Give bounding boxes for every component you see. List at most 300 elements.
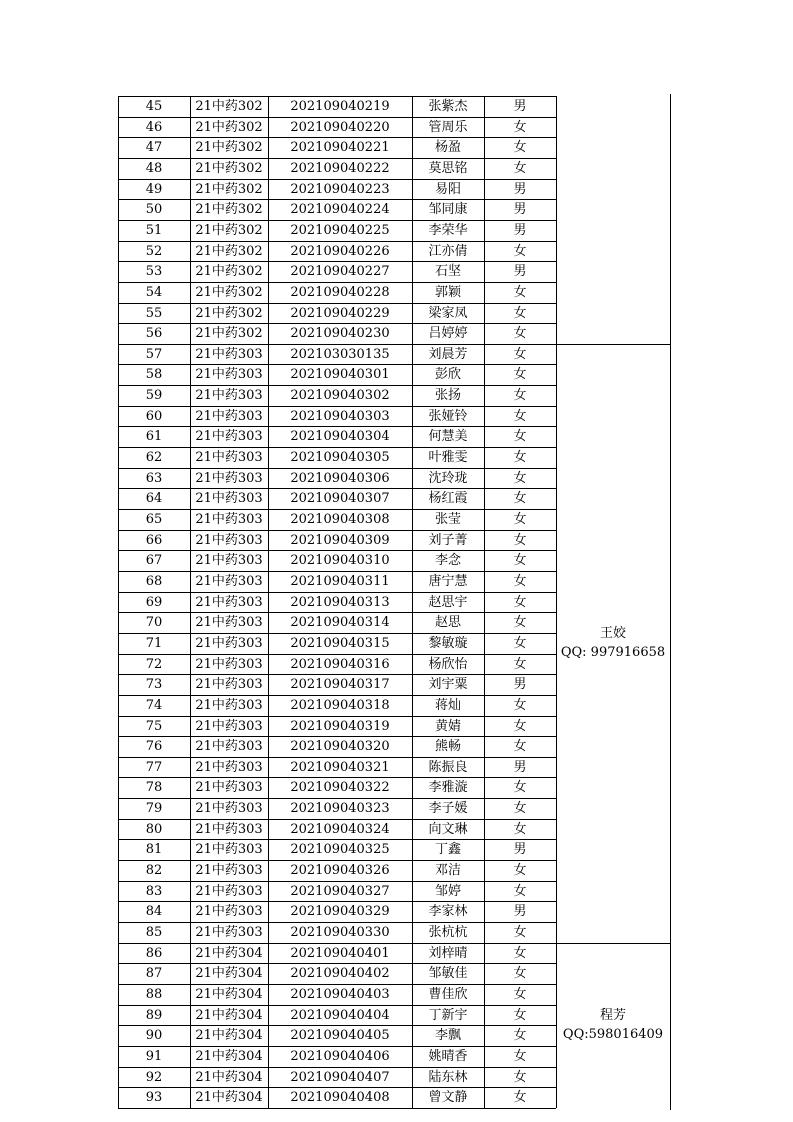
class-name-cell: 21中药303 xyxy=(195,801,263,817)
student-name-cell: 石坚 xyxy=(434,264,461,280)
row-number-cell: 60 xyxy=(145,408,163,424)
table-row xyxy=(118,303,556,324)
student-id-cell: 202109040401 xyxy=(290,945,390,961)
table-row xyxy=(118,798,556,819)
grid-hline xyxy=(118,1108,556,1109)
class-name-cell: 21中药303 xyxy=(195,450,263,466)
class-name-cell: 21中药302 xyxy=(195,222,263,238)
grid-hline xyxy=(118,488,556,489)
table-row xyxy=(118,96,556,117)
gender-cell: 女 xyxy=(513,243,527,259)
grid-hline xyxy=(118,406,556,407)
table-row xyxy=(118,158,556,179)
class-name-cell: 21中药302 xyxy=(195,99,263,114)
student-id-cell: 202109040324 xyxy=(290,821,390,837)
gender-cell: 女 xyxy=(513,140,527,156)
class-name-cell: 21中药303 xyxy=(195,470,263,486)
grid-vline xyxy=(118,96,119,1108)
grid-hline xyxy=(118,241,556,242)
class-name-cell: 21中药303 xyxy=(195,739,263,755)
contact-name: 王姣 xyxy=(599,626,626,642)
row-number-cell: 62 xyxy=(145,450,163,466)
row-number-cell: 50 xyxy=(145,202,163,218)
gender-cell: 女 xyxy=(513,945,527,961)
row-number-cell: 56 xyxy=(145,326,163,342)
row-number-cell: 53 xyxy=(145,264,163,280)
student-id-cell: 202109040314 xyxy=(290,615,390,631)
gender-cell: 女 xyxy=(513,408,527,424)
table-row xyxy=(118,901,556,922)
class-name-cell: 21中药302 xyxy=(195,181,263,197)
table-row xyxy=(118,674,556,695)
student-name-cell: 黄婧 xyxy=(434,718,461,734)
student-name-cell: 赵思宇 xyxy=(428,594,468,610)
row-number-cell: 75 xyxy=(145,718,163,734)
student-name-cell: 邹婷 xyxy=(434,883,461,899)
class-name-cell: 21中药304 xyxy=(195,945,263,961)
gender-cell: 男 xyxy=(513,759,527,775)
table-row xyxy=(118,426,556,447)
table-row xyxy=(118,633,556,654)
row-number-cell: 76 xyxy=(145,739,163,755)
grid-hline xyxy=(118,633,556,634)
gender-cell: 男 xyxy=(513,202,527,218)
class-name-cell: 21中药302 xyxy=(195,202,263,218)
gender-cell: 女 xyxy=(513,1028,527,1044)
student-id-cell: 202109040408 xyxy=(290,1090,390,1106)
grid-hline xyxy=(118,819,556,820)
gender-cell: 女 xyxy=(513,594,527,610)
student-name-cell: 黎敏璇 xyxy=(428,635,468,651)
table-row xyxy=(118,261,556,282)
class-name-cell: 21中药304 xyxy=(195,986,263,1002)
grid-hline xyxy=(118,674,556,675)
class-name-cell: 21中药302 xyxy=(195,119,263,135)
class-name-cell: 21中药304 xyxy=(195,1028,263,1044)
class-name-cell: 21中药303 xyxy=(195,863,263,879)
table-row xyxy=(118,468,556,489)
grid-hline xyxy=(118,592,556,593)
table-row xyxy=(118,1067,556,1088)
class-name-cell: 21中药303 xyxy=(195,677,263,693)
row-number-cell: 90 xyxy=(145,1028,163,1044)
gender-cell: 女 xyxy=(513,635,527,651)
row-number-cell: 65 xyxy=(145,512,163,527)
row-number-cell: 89 xyxy=(145,1007,163,1023)
student-name-cell: 丁新宇 xyxy=(428,1007,468,1023)
row-number-cell: 59 xyxy=(145,388,163,404)
class-name-cell: 21中药302 xyxy=(195,140,263,156)
row-number-cell: 74 xyxy=(145,697,163,713)
student-id-cell: 202109040316 xyxy=(290,656,390,672)
student-id-cell: 202109040403 xyxy=(290,986,390,1002)
student-id-cell: 202109040306 xyxy=(290,470,390,486)
gender-cell: 男 xyxy=(513,181,527,197)
class-name-cell: 21中药302 xyxy=(195,326,263,342)
class-name-cell: 21中药303 xyxy=(195,925,263,940)
table-row xyxy=(118,963,556,984)
grid-hline xyxy=(118,777,556,778)
student-id-cell: 202109040222 xyxy=(290,160,390,176)
gender-cell: 女 xyxy=(513,305,527,321)
student-name-cell: 曾文静 xyxy=(428,1090,468,1106)
grid-hline xyxy=(118,96,556,97)
grid-hline xyxy=(118,901,556,902)
table-row xyxy=(118,241,556,262)
gender-cell: 女 xyxy=(513,491,527,507)
grid-hline xyxy=(118,282,556,283)
student-name-cell: 刘子菁 xyxy=(428,532,468,548)
gender-cell: 女 xyxy=(513,532,527,548)
grid-hline xyxy=(118,426,556,427)
gender-cell: 女 xyxy=(513,429,527,445)
table-row xyxy=(118,323,556,344)
student-name-cell: 张娅铃 xyxy=(428,408,468,424)
student-id-cell: 202109040229 xyxy=(290,305,390,321)
table-row xyxy=(118,447,556,468)
grid-vline xyxy=(190,96,191,1108)
class-name-cell: 21中药303 xyxy=(195,821,263,837)
grid-hline xyxy=(118,261,556,262)
table-row xyxy=(118,839,556,860)
student-id-cell: 202109040227 xyxy=(290,264,390,280)
table-row xyxy=(118,1087,556,1108)
grid-hline xyxy=(118,716,556,717)
class-name-cell: 21中药303 xyxy=(195,388,263,404)
grid-hline xyxy=(118,117,556,118)
student-name-cell: 管周乐 xyxy=(428,119,468,135)
student-id-cell: 202109040407 xyxy=(290,1069,390,1085)
gender-cell: 男 xyxy=(513,264,527,280)
student-id-cell: 202109040309 xyxy=(290,532,390,548)
row-number-cell: 79 xyxy=(145,801,163,817)
table-row xyxy=(118,179,556,200)
grid-hline xyxy=(118,385,556,386)
student-id-cell: 202109040405 xyxy=(290,1028,390,1044)
gender-cell: 女 xyxy=(513,346,527,362)
row-number-cell: 47 xyxy=(145,140,163,156)
grid-hline xyxy=(118,654,556,655)
student-name-cell: 刘晨芳 xyxy=(428,346,468,362)
table-row xyxy=(118,860,556,881)
grid-hline xyxy=(118,303,556,304)
grid-hline xyxy=(118,943,556,944)
table-row xyxy=(118,199,556,220)
grid-hline xyxy=(118,323,556,324)
grid-hline xyxy=(118,1005,556,1006)
student-name-cell: 吕婷婷 xyxy=(428,326,468,342)
row-number-cell: 45 xyxy=(145,99,163,114)
gender-cell: 女 xyxy=(513,697,527,713)
student-name-cell: 陆东林 xyxy=(428,1069,468,1085)
grid-hline xyxy=(118,199,556,200)
row-number-cell: 86 xyxy=(145,945,163,961)
row-number-cell: 92 xyxy=(145,1069,163,1085)
gender-cell: 女 xyxy=(513,863,527,879)
table-row xyxy=(118,488,556,509)
class-name-cell: 21中药304 xyxy=(195,1007,263,1023)
grid-hline xyxy=(118,530,556,531)
student-name-cell: 杨盈 xyxy=(434,140,461,156)
row-number-cell: 61 xyxy=(145,429,163,445)
contact-qq: QQ:598016409 xyxy=(562,1027,664,1043)
contact-name: 程芳 xyxy=(599,1008,626,1024)
student-name-cell: 唐宁慧 xyxy=(428,573,468,589)
student-id-cell: 202109040402 xyxy=(290,966,390,982)
gender-cell: 女 xyxy=(513,718,527,734)
table-row xyxy=(118,922,556,943)
group-separator xyxy=(556,344,670,345)
grid-hline xyxy=(118,963,556,964)
gender-cell: 女 xyxy=(513,821,527,837)
gender-cell: 女 xyxy=(513,573,527,589)
row-number-cell: 80 xyxy=(145,821,163,837)
table-row xyxy=(118,819,556,840)
grid-hline xyxy=(118,220,556,221)
student-id-cell: 202109040226 xyxy=(290,243,390,259)
row-number-cell: 78 xyxy=(145,780,163,796)
row-number-cell: 77 xyxy=(145,759,163,775)
table-row xyxy=(118,344,556,365)
gender-cell: 女 xyxy=(513,326,527,342)
student-id-cell: 202109040302 xyxy=(290,388,390,404)
page-border-right xyxy=(670,94,671,1110)
class-name-cell: 21中药304 xyxy=(195,1090,263,1106)
table-row xyxy=(118,571,556,592)
student-id-cell: 202109040323 xyxy=(290,801,390,817)
class-name-cell: 21中药303 xyxy=(195,532,263,548)
row-number-cell: 64 xyxy=(145,491,163,507)
student-name-cell: 梁家凤 xyxy=(428,305,468,321)
table-row xyxy=(118,592,556,613)
student-id-cell: 202109040304 xyxy=(290,429,390,445)
grid-hline xyxy=(118,736,556,737)
class-name-cell: 21中药303 xyxy=(195,904,263,920)
student-name-cell: 李念 xyxy=(434,553,461,569)
gender-cell: 女 xyxy=(513,986,527,1002)
contact-group-cell xyxy=(556,1006,670,1044)
table-row xyxy=(118,137,556,158)
class-name-cell: 21中药303 xyxy=(195,346,263,362)
row-number-cell: 54 xyxy=(145,284,163,300)
grid-hline xyxy=(118,509,556,510)
table-row xyxy=(118,757,556,778)
gender-cell: 女 xyxy=(513,780,527,796)
table-row xyxy=(118,612,556,633)
student-id-cell: 202109040327 xyxy=(290,883,390,899)
row-number-cell: 49 xyxy=(145,181,163,197)
student-name-cell: 沈玲珑 xyxy=(428,470,468,486)
student-name-cell: 刘宇粟 xyxy=(428,677,468,693)
student-id-cell: 202109040220 xyxy=(290,119,390,135)
student-name-cell: 李子媛 xyxy=(428,801,468,817)
table-row xyxy=(118,695,556,716)
table-row xyxy=(118,282,556,303)
student-id-cell: 202109040224 xyxy=(290,202,390,218)
student-name-cell: 曹佳欣 xyxy=(428,986,468,1002)
student-name-cell: 易阳 xyxy=(434,181,461,197)
class-name-cell: 21中药304 xyxy=(195,966,263,982)
row-number-cell: 91 xyxy=(145,1048,163,1064)
gender-cell: 女 xyxy=(513,883,527,899)
class-name-cell: 21中药302 xyxy=(195,160,263,176)
class-name-cell: 21中药304 xyxy=(195,1048,263,1064)
student-name-cell: 蒋灿 xyxy=(434,697,461,713)
gender-cell: 女 xyxy=(513,512,527,527)
contact-qq: QQ: 997916658 xyxy=(560,645,666,661)
student-name-cell: 李家林 xyxy=(428,904,468,920)
student-id-cell: 202109040311 xyxy=(290,573,390,589)
class-name-cell: 21中药303 xyxy=(195,594,263,610)
student-id-cell: 202109040308 xyxy=(290,512,390,527)
class-name-cell: 21中药303 xyxy=(195,635,263,651)
row-number-cell: 52 xyxy=(145,243,163,259)
class-name-cell: 21中药303 xyxy=(195,491,263,507)
gender-cell: 女 xyxy=(513,284,527,300)
grid-vline xyxy=(268,96,269,1108)
student-id-cell: 202109040329 xyxy=(290,904,390,920)
gender-cell: 女 xyxy=(513,966,527,982)
row-number-cell: 67 xyxy=(145,553,163,569)
student-name-cell: 李荣华 xyxy=(428,222,468,238)
gender-cell: 女 xyxy=(513,470,527,486)
row-number-cell: 72 xyxy=(145,656,163,672)
student-id-cell: 202109040310 xyxy=(290,553,390,569)
student-name-cell: 杨红霞 xyxy=(428,491,468,507)
gender-cell: 女 xyxy=(513,450,527,466)
student-name-cell: 邓洁 xyxy=(434,863,461,879)
gender-cell: 女 xyxy=(513,1069,527,1085)
student-name-cell: 赵思 xyxy=(434,615,461,631)
table-row xyxy=(118,364,556,385)
class-name-cell: 21中药303 xyxy=(195,553,263,569)
table-row xyxy=(118,1046,556,1067)
row-number-cell: 83 xyxy=(145,883,163,899)
row-number-cell: 71 xyxy=(145,635,163,651)
gender-cell: 女 xyxy=(513,615,527,631)
row-number-cell: 85 xyxy=(145,925,163,940)
row-number-cell: 66 xyxy=(145,532,163,548)
class-name-cell: 21中药303 xyxy=(195,697,263,713)
student-id-cell: 202109040225 xyxy=(290,222,390,238)
group-separator xyxy=(556,943,670,944)
grid-hline xyxy=(118,1067,556,1068)
table-row xyxy=(118,881,556,902)
class-name-cell: 21中药303 xyxy=(195,512,263,527)
row-number-cell: 68 xyxy=(145,573,163,589)
table-row xyxy=(118,654,556,675)
gender-cell: 男 xyxy=(513,222,527,238)
class-name-cell: 21中药303 xyxy=(195,656,263,672)
student-id-cell: 202109040313 xyxy=(290,594,390,610)
gender-cell: 女 xyxy=(513,801,527,817)
class-name-cell: 21中药303 xyxy=(195,759,263,775)
row-number-cell: 58 xyxy=(145,367,163,383)
grid-vline xyxy=(484,96,485,1108)
student-name-cell: 邹同康 xyxy=(428,202,468,218)
student-id-cell: 202109040303 xyxy=(290,408,390,424)
row-number-cell: 70 xyxy=(145,615,163,631)
gender-cell: 男 xyxy=(513,842,527,858)
grid-hline xyxy=(118,1046,556,1047)
gender-cell: 女 xyxy=(513,367,527,383)
student-id-cell: 202109040322 xyxy=(290,780,390,796)
student-name-cell: 李飘 xyxy=(434,1028,461,1044)
student-name-cell: 张杭杭 xyxy=(428,925,468,940)
grid-hline xyxy=(118,1025,556,1026)
student-id-cell: 202109040406 xyxy=(290,1048,390,1064)
gender-cell: 女 xyxy=(513,1048,527,1064)
class-name-cell: 21中药303 xyxy=(195,883,263,899)
row-number-cell: 48 xyxy=(145,160,163,176)
student-name-cell: 郭颖 xyxy=(434,284,461,300)
table-row xyxy=(118,736,556,757)
row-number-cell: 55 xyxy=(145,305,163,321)
student-name-cell: 彭欣 xyxy=(434,367,461,383)
student-id-cell: 202109040228 xyxy=(290,284,390,300)
student-id-cell: 202109040223 xyxy=(290,181,390,197)
grid-hline xyxy=(118,695,556,696)
gender-cell: 男 xyxy=(513,677,527,693)
class-name-cell: 21中药303 xyxy=(195,573,263,589)
row-number-cell: 46 xyxy=(145,119,163,135)
student-id-cell: 202109040230 xyxy=(290,326,390,342)
table-row xyxy=(118,530,556,551)
student-id-cell: 202109040326 xyxy=(290,863,390,879)
table-row xyxy=(118,777,556,798)
grid-hline xyxy=(118,798,556,799)
class-name-cell: 21中药303 xyxy=(195,780,263,796)
student-name-cell: 陈振良 xyxy=(428,759,468,775)
class-name-cell: 21中药303 xyxy=(195,367,263,383)
table-row xyxy=(118,943,556,964)
gender-cell: 男 xyxy=(513,904,527,920)
gender-cell: 女 xyxy=(513,388,527,404)
student-id-cell: 202109040330 xyxy=(290,925,390,940)
student-id-cell: 202109040317 xyxy=(290,677,390,693)
grid-hline xyxy=(118,468,556,469)
student-id-cell: 202109040219 xyxy=(290,99,390,114)
class-name-cell: 21中药303 xyxy=(195,615,263,631)
table-row xyxy=(118,716,556,737)
row-number-cell: 73 xyxy=(145,677,163,693)
class-name-cell: 21中药302 xyxy=(195,284,263,300)
student-name-cell: 李雅漩 xyxy=(428,780,468,796)
grid-hline xyxy=(118,881,556,882)
gender-cell: 女 xyxy=(513,160,527,176)
row-number-cell: 51 xyxy=(145,222,163,238)
gender-cell: 女 xyxy=(513,656,527,672)
student-id-cell: 202109040315 xyxy=(290,635,390,651)
student-name-cell: 丁鑫 xyxy=(434,842,461,858)
grid-hline xyxy=(118,158,556,159)
student-id-cell: 202109040320 xyxy=(290,739,390,755)
student-name-cell: 邹敏佳 xyxy=(428,966,468,982)
class-name-cell: 21中药302 xyxy=(195,305,263,321)
student-name-cell: 刘梓晴 xyxy=(428,945,468,961)
grid-hline xyxy=(118,984,556,985)
gender-cell: 女 xyxy=(513,553,527,569)
row-number-cell: 81 xyxy=(145,842,163,858)
class-name-cell: 21中药303 xyxy=(195,842,263,858)
student-name-cell: 叶雅雯 xyxy=(428,450,468,466)
grid-hline xyxy=(118,179,556,180)
table-row xyxy=(118,406,556,427)
grid-hline xyxy=(118,839,556,840)
table-row xyxy=(118,1005,556,1026)
class-name-cell: 21中药302 xyxy=(195,264,263,280)
student-id-cell: 202109040305 xyxy=(290,450,390,466)
